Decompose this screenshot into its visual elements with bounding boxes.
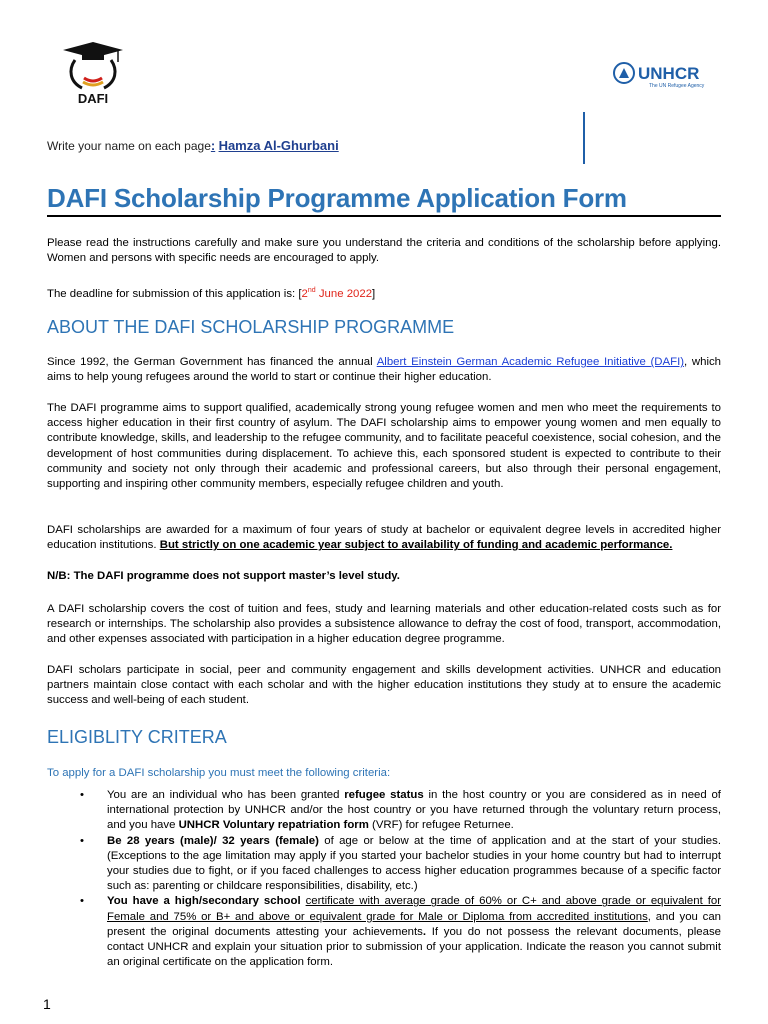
eligibility-heading: ELIGIBLITY CRITERA [47,727,227,747]
about-paragraph-1: Since 1992, the German Government has financed the annual Albert Einstein German Academic Refugee Initiative (DAFI), which aims to help young refugees around the world to start or continue their higher education. [47,356,722,384]
name-colon: : [210,138,216,153]
deadline-line [47,283,721,302]
graduation-cap-icon [58,40,128,106]
svg-text:UNHCR: UNHCR [638,64,700,83]
svg-text:DAFI: DAFI [77,91,109,106]
deadline-suffix: ] [372,287,376,300]
unhcr-emblem-icon [612,60,724,90]
list-item: • You are an individual who has been granted refugee status in the host country or you are considered as in need of international protection by UNHCR and/or the host country or you have returned through the voluntary return process, and you have UNHCR Voluntary repatriation form (VRF) for refugee Returnee. [80,789,721,832]
about-paragraph-3: DAFI scholarships are awarded for a maximum of four years of study at bachelor or equivalent degree levels in accredited higher education institutions. But strictly on one academic year subject to availability of funding and academic performance. [47,524,721,552]
about-paragraph-4: A DAFI scholarship covers the cost of tuition and fees, study and learning materials and other education-related costs such as for research or internships. The scholarship also provides a subsistence allowance to defray the cost of food, transport, accommodation, and other expenses associated with participation in a higher education degree programme. [47,603,721,646]
name-line [47,138,339,153]
dafi-link[interactable]: Albert Einstein German Academic Refugee Initiative (DAFI) [376,356,685,368]
title-divider [47,215,721,217]
deadline-prefix: The deadline for submission of this application is: [ [47,287,302,300]
list-item: • Be 28 years (male)/ 32 years (female) of age or below at the time of application and at the start of your studies. (Exceptions to the age limitation may apply if you started your bachelor studies in your home country but had to interrupt your studies due to fight, or if you faced challenges to access higher education programmes because of a specific factor such as: parenting or childcare responsibilities, disability, etc.) [80,834,722,893]
name-prompt: Write your name on each page [47,139,211,153]
list-item: • You have a high/secondary school certificate with average grade of 60% or C+ and above grade or equivalent for Female and 75% or B+ and above or equivalent grade for Male or Diploma from accredited institutions, and you can present the original documents attesting your achievements. If you do not possess the relevant documents, please contact UNHCR and explain your situation prior to submission of your application. Indicate the reason you cannot submit an original certificate on the application form. [80,895,722,969]
unhcr-logo [612,60,724,90]
eligibility-list [80,788,721,970]
dafi-logo [58,40,128,106]
page-number: 1 [43,996,51,1012]
text-cursor-bar [583,112,585,164]
nb-note: N/B: The DAFI programme does not support master’s level study. [47,570,400,582]
deadline-date: 2nd June 2022 [301,287,373,300]
about-paragraph-2: The DAFI programme aims to support qualified, academically strong young refugee women and men who meet the requirements to access higher education in their first country of asylum. The DAFI scholarship aims to empower young women and men equally to contribute knowledge, skills, and leadership to the refugee community, and to facilitate peaceful coexistence, social cohesion, and the development of host communities during displacement. To achieve this, each sponsored student is expected to contribute to their community and society not only through their academic and professional careers, but also through their personal engagement, supporting and inspiring other community members, especially refugee children and youth. [47,402,721,491]
about-paragraph-5: DAFI scholars participate in social, peer and community engagement and skills development activities. UNHCR and education partners maintain close contact with each scholar and with the higher education institutions they study at to ensure the academic success and well-being of each student. [47,664,721,707]
bullet-icon: • [80,895,84,908]
about-heading: ABOUT THE DAFI SCHOLARSHIP PROGRAMME [47,317,455,337]
page-title: DAFI Scholarship Programme Application Form [47,183,627,213]
name-value[interactable]: Hamza Al-Ghurbani [218,138,339,153]
bullet-icon: • [80,789,84,801]
intro-paragraph: Please read the instructions carefully and make sure you understand the criteria and conditions of the scholarship before applying. Women and persons with specific needs are encouraged to apply. [47,237,721,265]
svg-text:The UN Refugee Agency: The UN Refugee Agency [649,83,705,89]
bullet-icon: • [80,834,84,847]
eligibility-intro: To apply for a DAFI scholarship you must meet the following criteria: [47,767,391,779]
